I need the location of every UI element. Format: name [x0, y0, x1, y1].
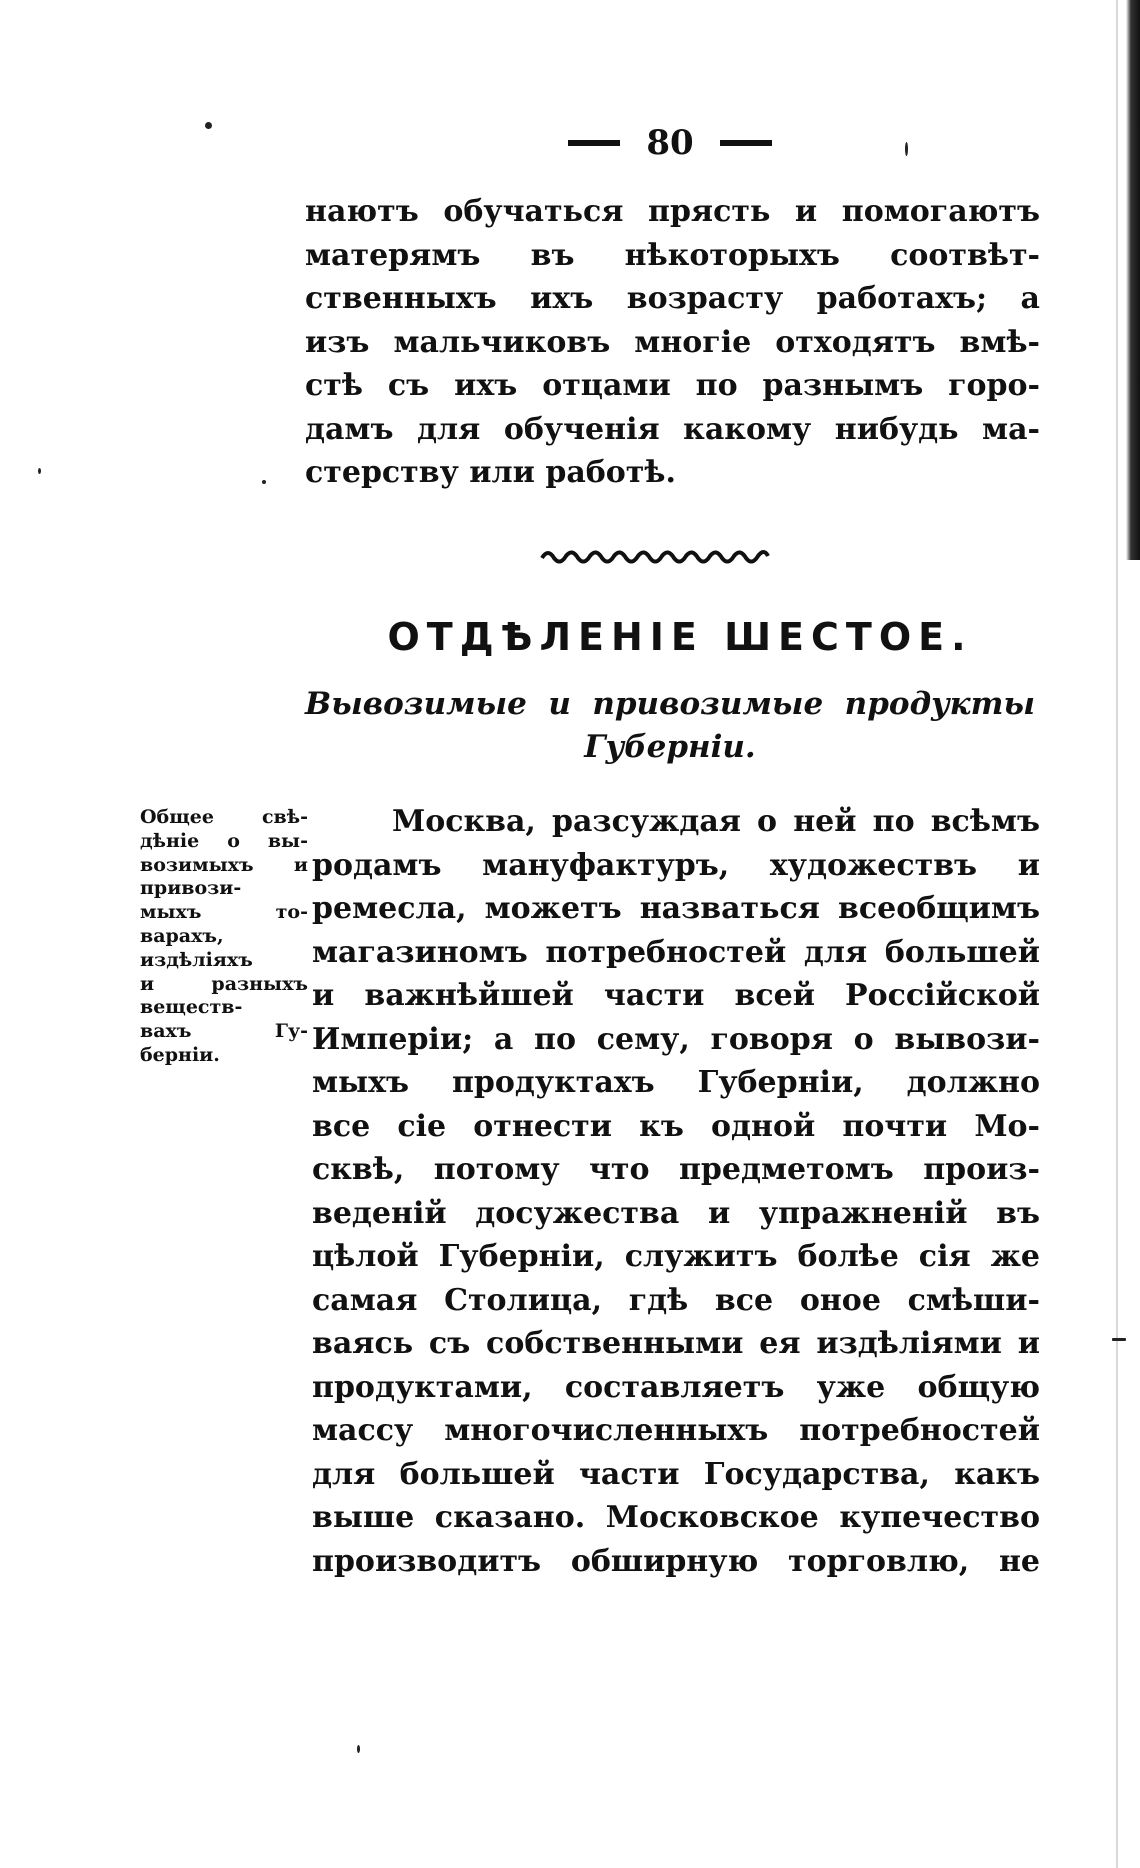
text-line: массу многочисленныхъ потребностей [312, 1413, 1040, 1448]
margin-note-line: и разныхъ [140, 972, 308, 995]
text-line: матерямъ въ нѣкоторыхъ соотвѣт- [305, 237, 1040, 273]
page-number: 80 [646, 123, 694, 163]
binding-edge [1126, 0, 1140, 560]
main-paragraph [312, 800, 1040, 1583]
binding-fold-line [1116, 0, 1118, 1868]
text-line: Москва, разсуждая о ней по всѣмъ [392, 804, 1040, 839]
margin-note-line: возимыхъ и [140, 853, 308, 876]
print-speck [905, 142, 908, 156]
margin-note-line: вахъ Гу- [140, 1020, 308, 1043]
margin-note-line: варахъ, [140, 924, 224, 947]
section-title: ОТДѢЛЕНІЕ ШЕСТОЕ. [387, 615, 973, 659]
print-speck [1112, 1338, 1126, 1341]
header-dash-left [568, 140, 620, 146]
margin-note-line: берніи. [140, 1043, 220, 1066]
text-line: производитъ обширную торговлю, не [312, 1543, 1040, 1579]
page-header [550, 118, 790, 168]
text-line: родамъ мануфактуръ, художествъ и [312, 847, 1040, 883]
print-speck [205, 122, 212, 129]
subtitle-line: Губерніи. [584, 729, 756, 765]
text-line: выше сказано. Московское купечество [312, 1500, 1040, 1535]
text-line: ственныхъ ихъ возрасту работахъ; а [305, 281, 1040, 316]
text-line: наютъ обучаться прясть и помогаютъ [305, 194, 1040, 229]
text-line: стѣ съ ихъ отцами по разнымъ горо- [305, 368, 1040, 403]
text-line: цѣлой Губерніи, служитъ болѣе сія же [312, 1239, 1040, 1274]
text-line: веденій досужества и упражненій въ [312, 1195, 1040, 1231]
text-line: все сіе отнести къ одной почти Мо- [312, 1108, 1040, 1144]
print-speck [262, 480, 266, 484]
margin-note-line: Общее свѣ- [140, 806, 308, 828]
print-speck [357, 1745, 360, 1753]
text-line: для большей части Государства, какъ [312, 1456, 1040, 1492]
text-line: Имперіи; а по сему, говоря о вывози- [312, 1021, 1040, 1057]
text-line: стерству или работѣ. [305, 455, 676, 490]
margin-note [140, 806, 308, 1068]
text-line: ваясь съ собственными ея издѣліями и [312, 1326, 1040, 1361]
section-subtitle [305, 683, 1035, 769]
text-line: и важнѣйшей части всей Россійской [312, 978, 1040, 1013]
text-line: изъ мальчиковъ многіе отходятъ вмѣ- [305, 324, 1040, 360]
top-paragraph [305, 190, 1040, 495]
margin-note-line: издѣліяхъ [140, 948, 253, 971]
print-speck [38, 468, 41, 474]
text-line: магазиномъ потребностей для большей [312, 934, 1040, 970]
text-line: самая Столица, гдѣ все оное смѣши- [312, 1282, 1040, 1318]
text-line: сквѣ, потому что предметомъ произ- [312, 1152, 1040, 1187]
margin-note-line: дѣніе о вы- [140, 829, 308, 852]
text-line: мыхъ продуктахъ Губерніи, должно [312, 1065, 1040, 1100]
margin-note-line: веществ- [140, 996, 243, 1019]
section-ornament [540, 542, 770, 568]
subtitle-line: Вывозимые и привозимые продукты [305, 686, 1035, 722]
header-dash-right [720, 140, 772, 146]
text-line: продуктами, составляетъ уже общую [312, 1369, 1040, 1405]
margin-note-line: мыхъ то- [140, 901, 308, 924]
text-line: дамъ для обученія какому нибудь ма- [305, 411, 1040, 447]
text-line: ремесла, можетъ назваться всеобщимъ [312, 891, 1040, 926]
margin-note-line: привози- [140, 877, 242, 900]
